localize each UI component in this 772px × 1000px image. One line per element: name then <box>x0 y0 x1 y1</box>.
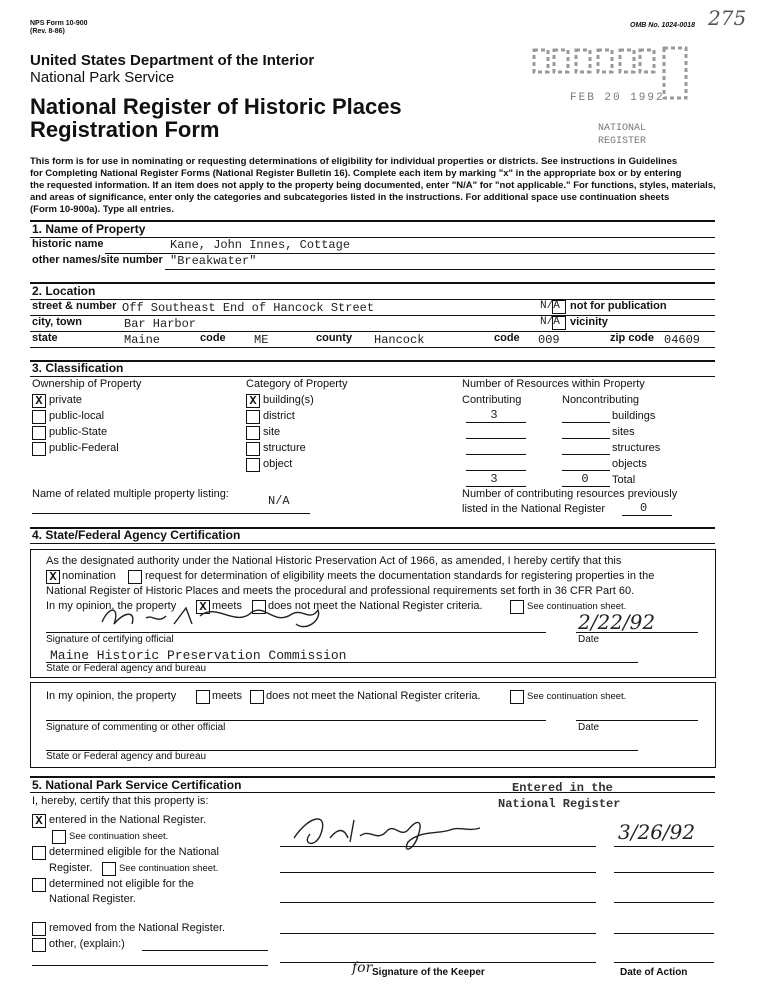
other-names-label: other names/site number <box>32 254 163 266</box>
section1-title: 1. Name of Property <box>32 222 146 236</box>
previously-listed-value[interactable]: 0 <box>640 501 648 515</box>
nomination-label: nomination <box>62 570 116 582</box>
agency-name: National Park Service <box>30 69 175 86</box>
certifying-signature <box>96 598 326 634</box>
resource-type-label: sites <box>612 426 635 438</box>
rule <box>280 933 596 934</box>
not-eligible-checkbox[interactable] <box>32 878 46 892</box>
rule <box>32 965 268 966</box>
category-heading: Category of Property <box>246 378 348 390</box>
not-for-publication-mark[interactable]: N/A <box>540 300 560 312</box>
removed-checkbox[interactable] <box>32 922 46 936</box>
section-divider <box>30 360 715 362</box>
does-not-meet2-checkbox[interactable] <box>250 690 264 704</box>
rule <box>466 454 526 455</box>
continuation-checkbox[interactable] <box>510 600 524 614</box>
rule <box>280 846 596 847</box>
vicinity-checkbox[interactable] <box>552 316 566 330</box>
form-revision: (Rev. 8-86) <box>30 28 65 35</box>
entered-checkbox[interactable]: X <box>32 814 46 828</box>
vicinity-mark[interactable]: N/A <box>540 316 560 328</box>
noncontributing-count[interactable]: 0 <box>581 472 589 486</box>
section5-title: 5. National Park Service Certification <box>32 778 242 792</box>
omb-number: OMB No. 1024-0018 <box>630 22 695 29</box>
stamp-register: REGISTER <box>598 136 647 147</box>
ownership-checkbox[interactable]: X <box>32 394 46 408</box>
rule <box>46 632 546 633</box>
does-not-meet-label: does not meet the National Register criteria. <box>268 600 483 612</box>
not-for-publication-checkbox[interactable] <box>552 300 566 314</box>
rule <box>576 720 698 721</box>
category-label: district <box>263 410 295 422</box>
keeper-signature-graphic <box>290 808 490 858</box>
rule <box>142 950 268 951</box>
state-value[interactable]: Maine <box>124 333 161 347</box>
rule <box>466 486 526 487</box>
rule <box>562 486 610 487</box>
ownership-label: public-State <box>49 426 108 438</box>
section3-title: 3. Classification <box>32 361 124 375</box>
county-code-label: code <box>494 332 520 344</box>
keeper-label: Signature of the Keeper <box>372 967 485 978</box>
rule <box>30 237 715 238</box>
continuation2-checkbox[interactable] <box>510 690 524 704</box>
action-date-label: Date of Action <box>620 967 688 978</box>
historic-name-label: historic name <box>32 238 104 250</box>
county-code-value[interactable]: 009 <box>538 333 560 347</box>
rule <box>280 962 596 963</box>
continuation-label: See continuation sheet. <box>527 601 627 612</box>
entered-stamp-line2: National Register <box>498 797 621 811</box>
category-checkbox[interactable] <box>246 458 260 472</box>
received-date-stamp: FEB 20 1992 <box>570 92 665 104</box>
entered-stamp-line1: Entered in the <box>512 781 613 795</box>
request-label: request for determination of eligibility meets the documentation standards for registering properties in the <box>145 570 655 582</box>
certify-statement: I, hereby, certify that this property is: <box>32 795 209 807</box>
nomination-checkbox[interactable]: X <box>46 570 60 584</box>
signature-label: Signature of certifying official <box>46 634 174 645</box>
does-not-meet2-label: does not meet the National Register criteria. <box>266 690 481 702</box>
opinion-prefix: In my opinion, the property <box>46 600 177 612</box>
agency-label: State or Federal agency and bureau <box>46 663 207 674</box>
category-label: building(s) <box>263 394 314 406</box>
rule <box>614 962 714 963</box>
zip-label: zip code <box>610 332 655 344</box>
previously-listed-label2: listed in the National Register <box>462 503 606 515</box>
department-name: United States Department of the Interior <box>30 52 315 69</box>
category-label: structure <box>263 442 306 454</box>
meets2-label: meets <box>212 690 242 702</box>
eligible-continuation-label: See continuation sheet. <box>119 863 219 874</box>
historic-name-value[interactable]: Kane, John Innes, Cottage <box>170 238 351 252</box>
instructions-line1: This form is for use in nominating or requesting determinations of eligibility for individual properties or districts. See instructions in Guidelines <box>30 156 678 167</box>
agency2-label: State or Federal agency and bureau <box>46 751 207 762</box>
eligible-continuation-checkbox[interactable] <box>102 862 116 876</box>
ownership-checkbox[interactable] <box>32 410 46 424</box>
certification-date[interactable]: 2/22/92 <box>578 610 656 634</box>
rule <box>30 543 715 544</box>
other-names-value[interactable]: "Breakwater" <box>170 254 257 268</box>
meets-checkbox[interactable]: X <box>196 600 210 614</box>
request-checkbox[interactable] <box>128 570 142 584</box>
handwritten-number: 275 <box>708 6 747 30</box>
not-for-publication-label: not for publication <box>570 300 667 312</box>
street-value[interactable]: Off Southeast End of Hancock Street <box>122 301 375 315</box>
resource-type-label: structures <box>612 442 661 454</box>
rule <box>165 269 715 270</box>
rule <box>576 632 698 633</box>
city-value[interactable]: Bar Harbor <box>124 317 197 331</box>
rule <box>562 470 610 471</box>
rule <box>466 470 526 471</box>
entered-label: entered in the National Register. <box>49 814 207 826</box>
contributing-count[interactable]: 3 <box>490 408 498 422</box>
meets2-checkbox[interactable] <box>196 690 210 704</box>
state-code-label: code <box>200 332 226 344</box>
county-label: county <box>316 332 353 344</box>
authority-statement: As the designated authority under the National Historic Preservation Act of 1966, as amended, I hereby certify that this <box>46 555 622 567</box>
category-checkbox[interactable] <box>246 426 260 440</box>
ownership-heading: Ownership of Property <box>32 378 142 390</box>
rule <box>30 347 715 348</box>
not-eligible-label: determined not eligible for the <box>49 878 194 890</box>
instructions-line2: for Completing National Register Forms (National Register Bulletin 16). Complete each item by marking "x" in the appropriate box or by entering <box>30 168 682 179</box>
eligible-checkbox[interactable] <box>32 846 46 860</box>
street-label: street & number <box>32 300 117 312</box>
category-label: object <box>263 458 293 470</box>
rule <box>614 902 714 903</box>
resource-type-label: buildings <box>612 410 656 422</box>
date-label: Date <box>578 634 600 645</box>
category-checkbox[interactable] <box>246 410 260 424</box>
agency-value[interactable]: Maine Historic Preservation Commission <box>50 648 347 663</box>
instructions-line3: the requested information. If an item does not apply to the property being documented, enter "N/A" for "not applicable." For functions, styles, materials, <box>30 180 716 191</box>
rule <box>562 454 610 455</box>
continuation2-label: See continuation sheet. <box>527 691 627 702</box>
rule <box>280 902 596 903</box>
commenting-date-label: Date <box>578 722 600 733</box>
rule <box>614 933 714 934</box>
form-title-line1: National Register of Historic Places <box>30 94 402 119</box>
vicinity-label: vicinity <box>570 316 608 328</box>
section4-title: 4. State/Federal Agency Certification <box>32 528 241 542</box>
city-label: city, town <box>32 316 82 328</box>
removed-label: removed from the National Register. <box>49 922 226 934</box>
rule <box>30 315 715 316</box>
rule <box>562 422 610 423</box>
commenting-signature-label: Signature of commenting or other official <box>46 722 226 733</box>
multiple-listing-value[interactable]: N/A <box>268 494 290 508</box>
rule <box>280 872 596 873</box>
category-checkbox[interactable] <box>246 442 260 456</box>
certifying-signature-graphic <box>96 598 326 634</box>
contributing-heading: Contributing <box>462 394 522 406</box>
category-label: site <box>263 426 281 438</box>
rule <box>562 438 610 439</box>
entered-continuation-checkbox[interactable] <box>52 830 66 844</box>
rule <box>30 376 715 377</box>
zip-value[interactable]: 04609 <box>664 333 701 347</box>
category-checkbox[interactable]: X <box>246 394 260 408</box>
other-checkbox[interactable] <box>32 938 46 952</box>
rule <box>466 438 526 439</box>
other-label: other, (explain:) <box>49 938 125 950</box>
section2-title: 2. Location <box>32 284 96 298</box>
instructions-line4: and areas of significance, enter only the categories and subcategories listed in the instructions. For additional space use continuation sheets <box>30 192 670 203</box>
state-code-value[interactable]: ME <box>254 333 269 347</box>
meets-label: meets <box>212 600 242 612</box>
rule <box>46 720 546 721</box>
ownership-label: public-Federal <box>49 442 119 454</box>
action-date-value[interactable]: 3/26/92 <box>618 820 696 844</box>
form-title-line2: Registration Form <box>30 117 220 142</box>
ownership-checkbox[interactable] <box>32 442 46 456</box>
county-value[interactable]: Hancock <box>374 333 425 347</box>
keeper-prefix: for <box>352 960 373 976</box>
rule <box>466 422 526 423</box>
resource-type-label: objects <box>612 458 647 470</box>
standards-statement: National Register of Historic Places and meets the procedural and professional requirements set forth in 36 CFR Part 60. <box>46 585 635 597</box>
rule <box>32 513 310 514</box>
section-divider <box>30 282 715 284</box>
multiple-listing-label: Name of related multiple property listing: <box>32 488 229 500</box>
instructions-line5: (Form 10-900a). Type all entries. <box>30 204 174 215</box>
previously-listed-label1: Number of contributing resources previously <box>462 488 678 500</box>
eligible-label: determined eligible for the National <box>49 846 219 858</box>
rule <box>614 846 714 847</box>
rule <box>622 515 672 516</box>
not-eligible-register-label: National Register. <box>49 893 136 905</box>
stamp-national: NATIONAL <box>598 123 647 134</box>
entered-continuation-label: See continuation sheet. <box>69 831 169 842</box>
noncontributing-heading: Noncontributing <box>562 394 640 406</box>
form-number: NPS Form 10-900 <box>30 20 88 27</box>
opinion2-prefix: In my opinion, the property <box>46 690 177 702</box>
resources-heading: Number of Resources within Property <box>462 378 645 390</box>
ownership-label: private <box>49 394 83 406</box>
ownership-checkbox[interactable] <box>32 426 46 440</box>
eligible-register-label: Register. <box>49 862 93 874</box>
rule <box>614 872 714 873</box>
resource-type-label: Total <box>612 474 636 486</box>
ownership-label: public-local <box>49 410 105 422</box>
contributing-count[interactable]: 3 <box>490 472 498 486</box>
keeper-signature <box>290 808 490 858</box>
state-label: state <box>32 332 58 344</box>
